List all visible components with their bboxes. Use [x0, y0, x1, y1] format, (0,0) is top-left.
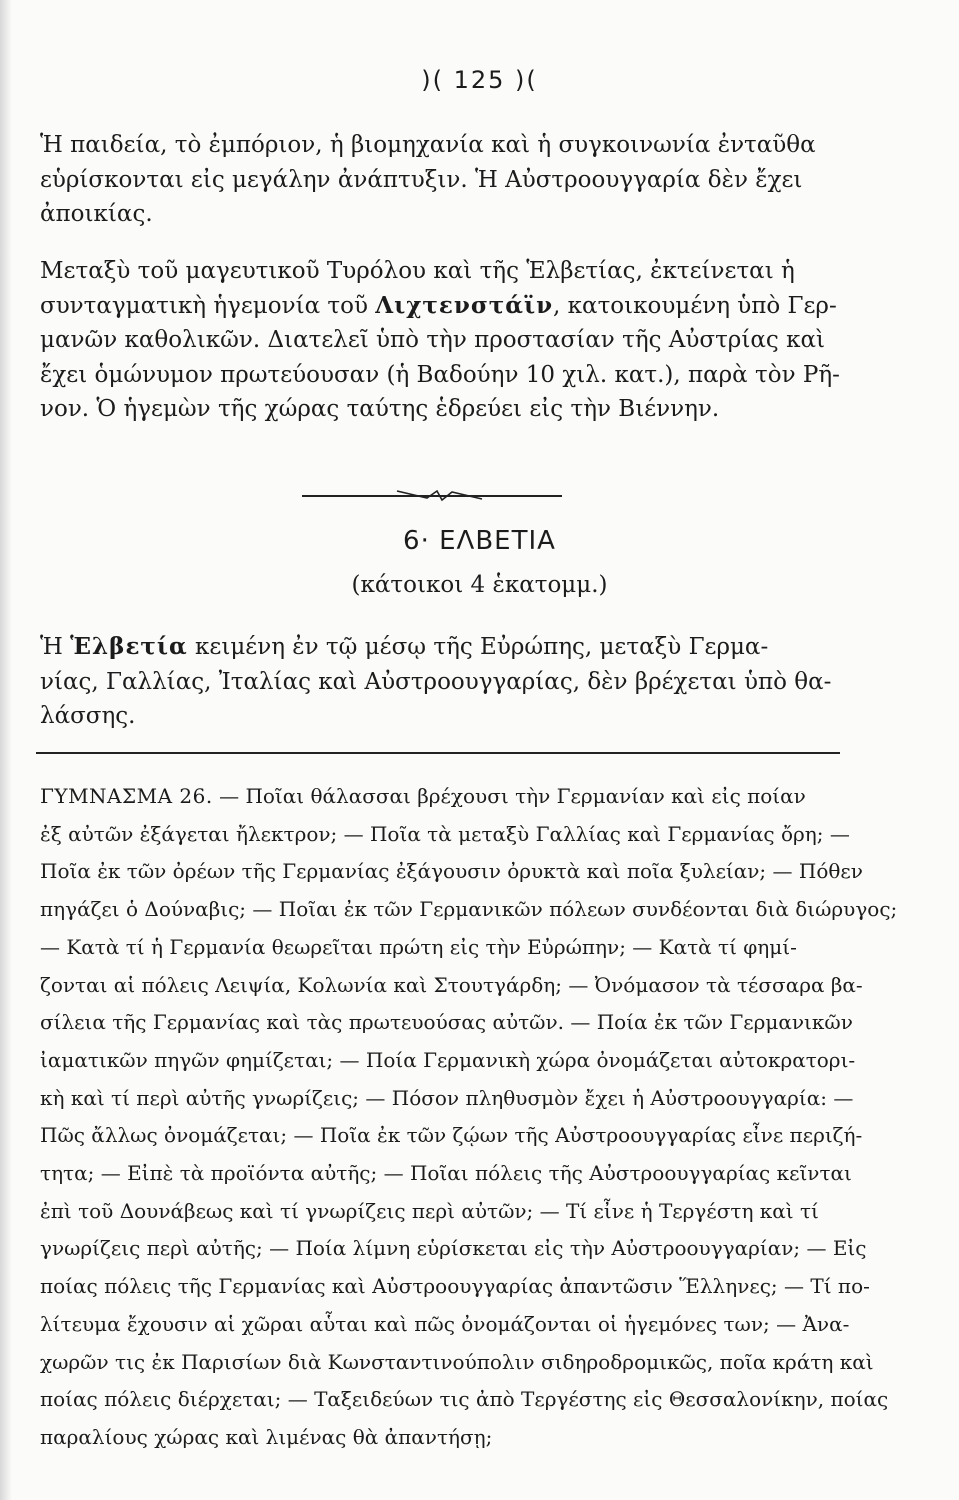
text-line: — Κατὰ τί ἡ Γερμανία θεωρεῖται πρώτη εἰς τὴν Εὐρώπην; — Κατὰ τί φημί- [40, 934, 797, 959]
text-line: κὴ καὶ τί περὶ αὐτῆς γνωρίζεις; — Πόσον πληθυσμὸν ἔχει ἡ Αὐστροουγγαρία: — [40, 1085, 854, 1110]
text-line [40, 778, 850, 816]
paragraph-liechtenstein [40, 254, 890, 427]
text-line: νον. Ὁ ἡγεμὼν τῆς χώρας ταύτης ἑδρεύει εἰς τὴν Βιέννην. [40, 396, 720, 423]
text-line: εὑρίσκονται εἰς μεγάλην ἀνάπτυξιν. Ἡ Αὐστροουγγαρία δὲν ἔχει [40, 166, 803, 193]
text-fragment: συνταγματικὴ ἡγεμονία τοῦ [40, 292, 376, 319]
text-line: παραλίους χώρας καὶ λιμένας θὰ ἀπαντήσῃ; [40, 1424, 493, 1449]
text-line: ποίας πόλεις διέρχεται; — Ταξειδεύων τις ἀπὸ Τεργέστης εἰς Θεσσαλονίκην, ποίας [40, 1387, 889, 1412]
liechtenstein-term: Λιχτενστάϊν [375, 291, 554, 319]
text-fragment: , κατοικουμένη ὑπὸ Γερ- [553, 292, 837, 319]
text-line: ἀποικίας. [40, 201, 153, 228]
section-title: 6· ΕΛΒΕΤΙΑ [403, 526, 556, 556]
text-line: Ἡ παιδεία, τὸ ἐμπόριον, ἡ βιομηχανία καὶ ἡ συγκοινωνία ἐνταῦθα [40, 132, 816, 158]
switzerland-term: Ἑλβετία [70, 633, 188, 660]
text-line: ποίας πόλεις τῆς Γερμανίας καὶ Αὐστροουγγαρίας ἀπαντῶσιν Ἕλληνες; — Τί πο- [40, 1274, 870, 1299]
ornamental-divider [302, 488, 562, 502]
paragraph-austria-hungary-summary [40, 128, 890, 232]
text-line: ἐξ αὐτῶν ἐξάγεται ἤλεκτρον; — Ποῖα τὰ μεταξὺ Γαλλίας καὶ Γερμανίας ὄρη; — [40, 821, 850, 846]
exercise-heading: ΓΥΜΝΑΣΜΑ 26. [40, 784, 213, 808]
text-line: πηγάζει ὁ Δούναβις; — Ποῖαι ἐκ τῶν Γερμανικῶν πόλεων συνδέονται διὰ διώρυγος; [40, 897, 898, 922]
text-line: τητα; — Εἰπὲ τὰ προϊόντα αὐτῆς; — Ποῖαι πόλεις τῆς Αὐστροουγγαρίας κεῖνται [40, 1161, 852, 1186]
text-fragment: Ἡ [40, 634, 71, 660]
text-line: λάσσης. [40, 703, 136, 730]
text-line [40, 630, 890, 665]
text-line: γνωρίζεις περὶ αὐτῆς; — Ποία λίμνη εὑρίσκεται εἰς τὴν Αὐστροουγγαρίαν; — Εἰς [40, 1236, 867, 1261]
text-fragment: — Ποῖαι θάλασσαι βρέχουσι τὴν Γερμανίαν καὶ εἰς ποίαν [219, 784, 806, 808]
text-line: σίλεια τῆς Γερμανίας καὶ τὰς πρωτευούσας αὐτῶν. — Ποία ἐκ τῶν Γερμανικῶν [40, 1010, 853, 1035]
text-line: λίτευμα ἔχουσιν αἱ χῶραι αὗται καὶ πῶς ὀνομάζονται οἱ ἡγεμόνες των; — Ἀνα- [40, 1311, 850, 1336]
paragraph-switzerland [40, 630, 890, 734]
text-line [40, 289, 890, 324]
text-line: Πῶς ἄλλως ὀνομάζεται; — Ποῖα ἐκ τῶν ζῴων τῆς Αὐστροουγγαρίας εἶνε περιζή- [40, 1123, 863, 1148]
scan-edge-shadow [0, 0, 12, 1500]
horizontal-rule [36, 752, 840, 754]
text-fragment: κειμένη ἐν τῷ μέσῳ τῆς Εὐρώπης, μεταξὺ Γερμα- [187, 634, 769, 660]
text-line: ἰαματικῶν πηγῶν φημίζεται; — Ποία Γερμανικὴ χώρα ὀνομάζεται αὐτοκρατορι- [40, 1047, 856, 1072]
text-line: ἐπὶ τοῦ Δουνάβεως καὶ τί γνωρίζεις περὶ αὐτῶν; — Τί εἶνε ἡ Τεργέστη καὶ τί [40, 1198, 819, 1223]
text-line: ἔχει ὁμώνυμον πρωτεύουσαν (ἡ Βαδούην 10 χιλ. κατ.), παρὰ τὸν Ρῆ- [40, 361, 840, 388]
text-line: ζονται αἱ πόλεις Λειψία, Κολωνία καὶ Στουτγάρδη; — Ὀνόμασον τὰ τέσσαρα βα- [40, 972, 863, 997]
exercise-block [40, 778, 898, 1457]
text-line: Μεταξὺ τοῦ μαγευτικοῦ Τυρόλου καὶ τῆς Ἑλβετίας, ἐκτείνεται ἡ [40, 258, 795, 284]
text-line: χωρῶν τις ἐκ Παρισίων διὰ Κωνσταντινούπολιν σιδηροδρομικῶς, ποῖα κράτη καὶ [40, 1349, 874, 1374]
page-number: )( 125 )( [421, 66, 538, 94]
text-line: μανῶν καθολικῶν. Διατελεῖ ὑπὸ τὴν προστασίαν τῆς Αὐστρίας καὶ [40, 327, 825, 354]
text-line: νίας, Γαλλίας, Ἰταλίας καὶ Αὐστροουγγαρίας, δὲν βρέχεται ὑπὸ θα- [40, 668, 832, 695]
section-subtitle: (κάτοικοι 4 ἑκατομμ.) [351, 572, 608, 598]
text-line: Ποῖα ἐκ τῶν ὀρέων τῆς Γερμανίας ἐξάγουσιν ὀρυκτὰ καὶ ποῖα ξυλείαν; — Πόθεν [40, 859, 863, 884]
